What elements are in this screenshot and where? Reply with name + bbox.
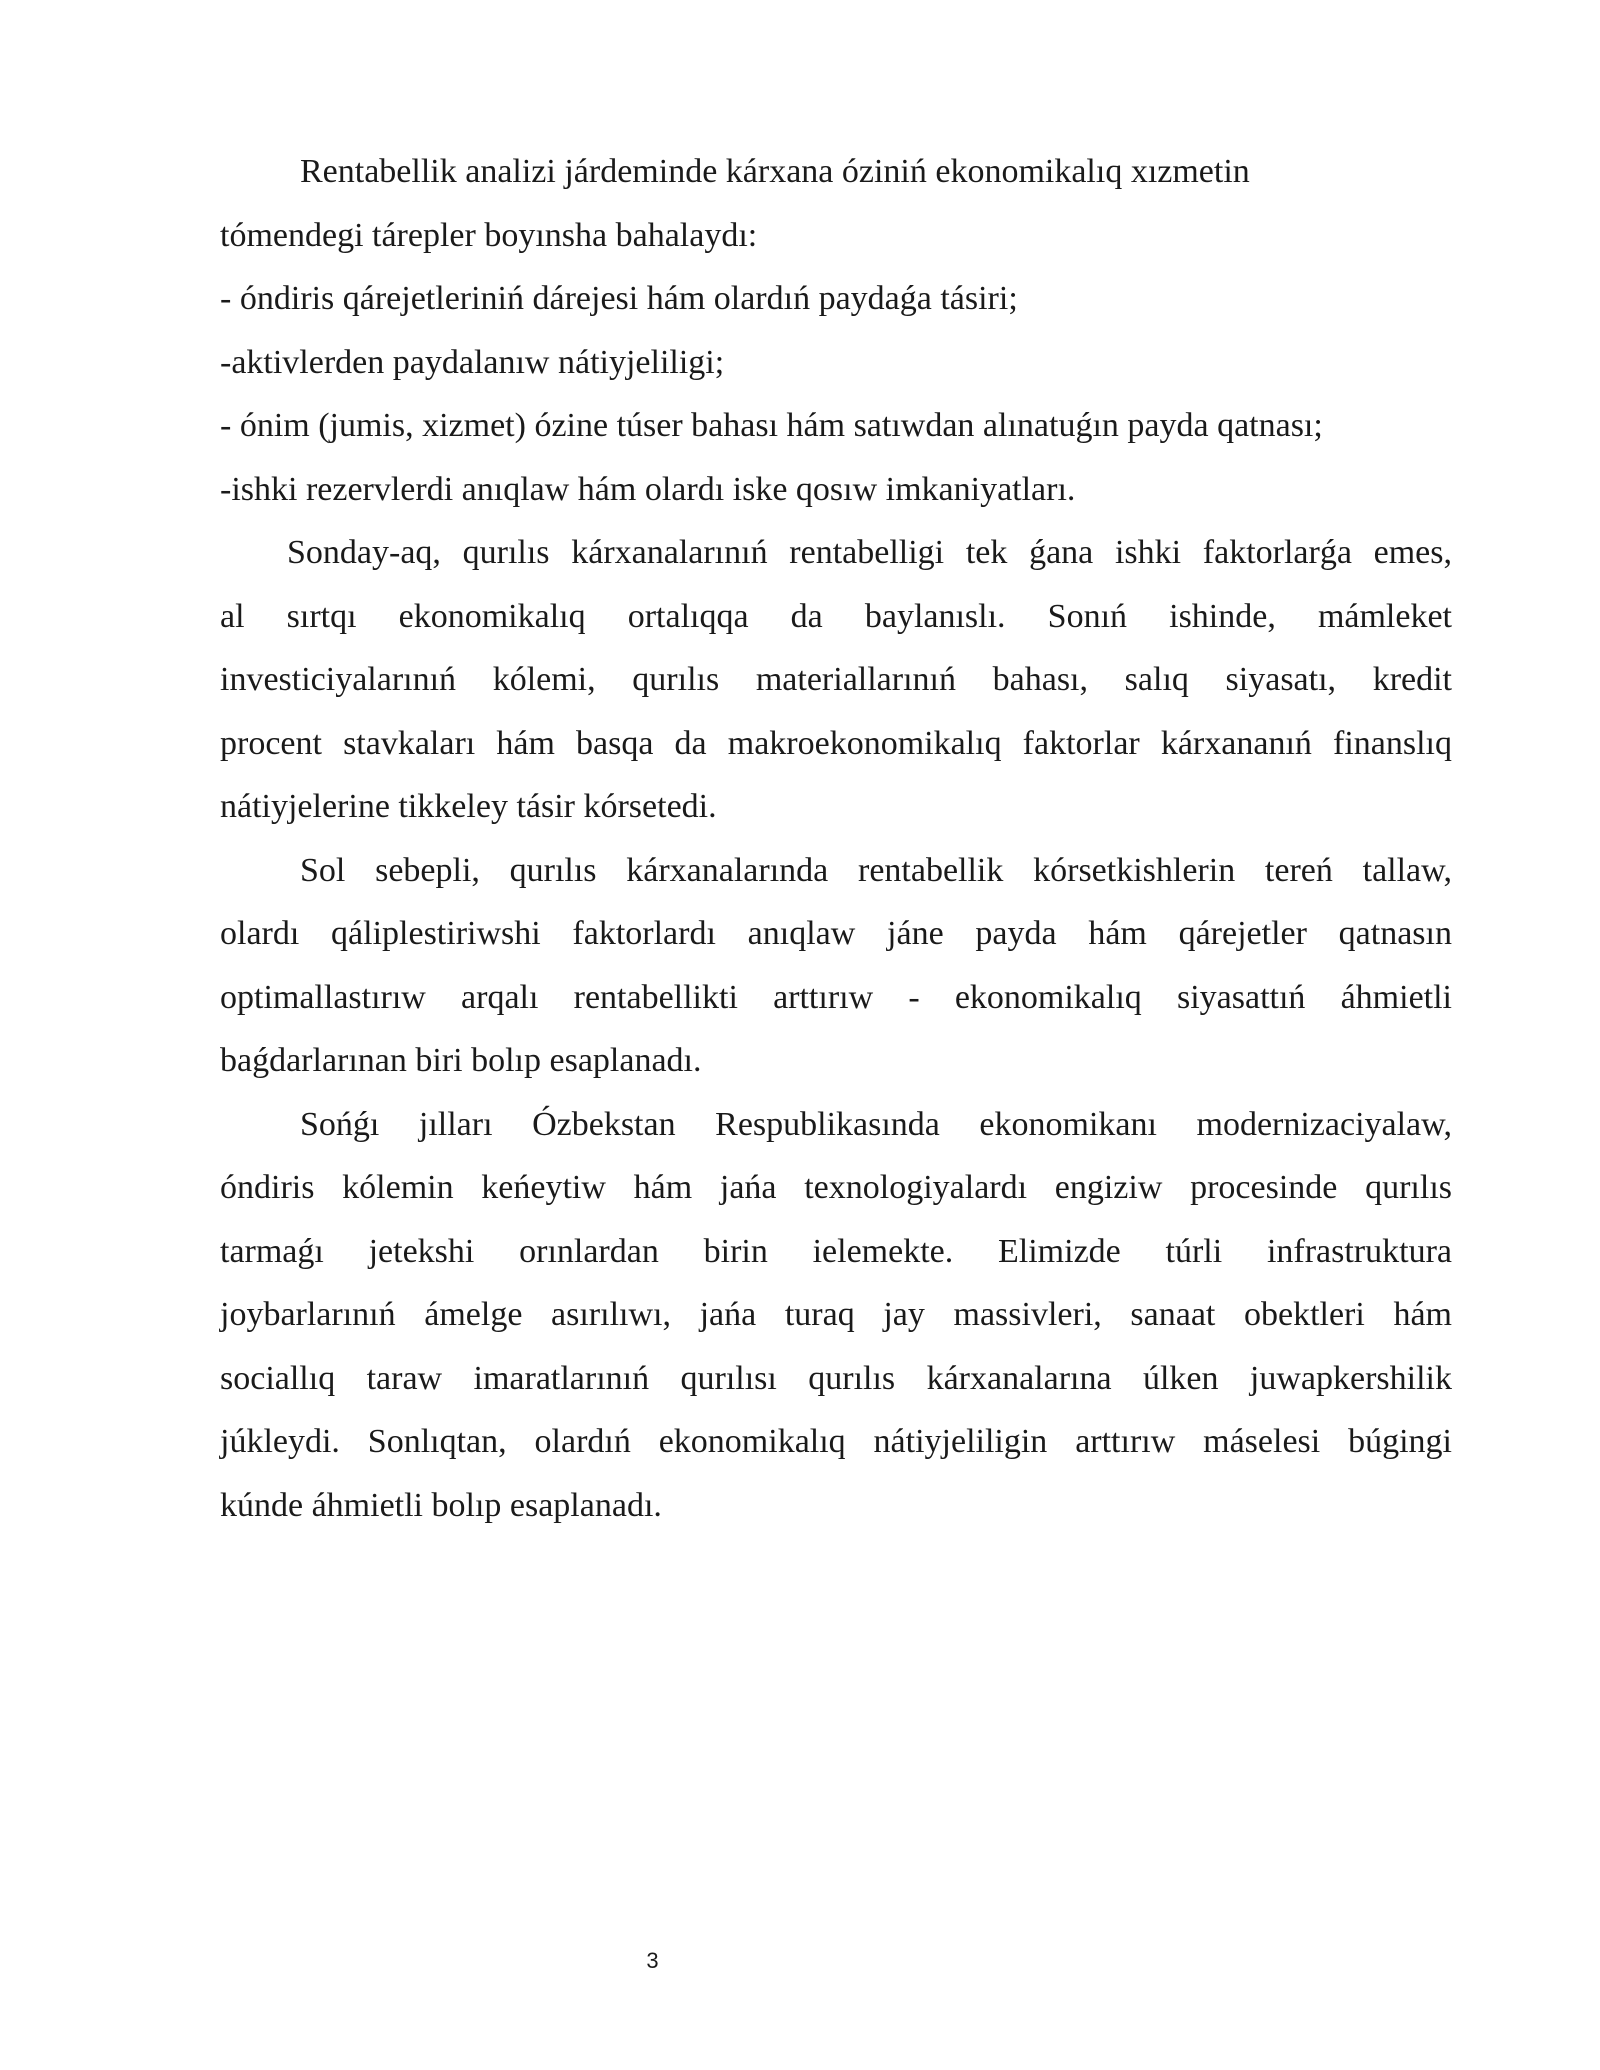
- paragraph-line: nátiyjelerine tikkeley tásir kórsetedi.: [220, 788, 717, 825]
- paragraph-intro: [220, 140, 1452, 267]
- bullet-list: [220, 267, 1452, 521]
- paragraph-line: joybarlarınıń ámelge asırılıwı, jańa turaq jay massivleri, sanaat obektleri hám: [220, 1296, 1452, 1333]
- paragraph-line: olardı qáliplestiriwshi faktorlardı anıqlaw jáne payda hám qárejetler qatnasın: [220, 915, 1452, 952]
- paragraph-line: investiciyalarınıń kólemi, qurılıs materiallarınıń bahası, salıq siyasatı, kredit: [220, 661, 1452, 698]
- list-item: -aktivlerden paydalanıw nátiyjeliligi;: [220, 343, 725, 381]
- paragraph-line: tarmaǵı jetekshi orınlardan birin ielemekte. Elimizde túrli infrastruktura: [220, 1232, 1452, 1270]
- paragraph-line: Sonday-aq, qurılıs kárxanalarınıń rentabelligi tek ǵana ishki faktorlarǵa emes,: [287, 534, 1452, 571]
- paragraph-line: sociallıq taraw imaratlarınıń qurılısı qurılıs kárxanalarına úlken juwapkershilik: [220, 1359, 1452, 1397]
- page-number: 3: [646, 1948, 659, 1973]
- paragraph-line: kúnde áhmietli bolıp esaplanadı.: [220, 1486, 662, 1524]
- document-body: [220, 140, 1452, 1537]
- paragraph-line: al sırtqı ekonomikalıq ortalıqqa da baylanıslı. Sonıń ishinde, mámleket: [220, 597, 1452, 635]
- paragraph-songi: [220, 1093, 1452, 1538]
- paragraph-line: optimallastırıw arqalı rentabellikti arttırıw - ekonomikalıq siyasattıń áhmietli: [220, 978, 1452, 1016]
- paragraph-line: baǵdarlarınan biri bolıp esaplanadı.: [220, 1042, 702, 1079]
- list-item: -ishki rezervlerdi anıqlaw hám olardı iske qosıw imkaniyatları.: [220, 470, 1076, 508]
- paragraph-line: júkleydi. Sonlıqtan, olardıń ekonomikalıq nátiyjeliligin arttırıw máselesi búgingi: [220, 1423, 1452, 1460]
- paragraph-sonday: [220, 521, 1452, 839]
- paragraph-line: tómendegi tárepler boyınsha bahalaydı:: [220, 216, 758, 254]
- paragraph-line: Sońǵı jılları Ózbekstan Respublikasında ekonomikanı modernizaciyalaw,: [300, 1105, 1452, 1143]
- paragraph-line: procent stavkaları hám basqa da makroekonomikalıq faktorlar kárxananıń finanslıq: [220, 724, 1452, 762]
- list-item: - óndiris qárejetleriniń dárejesi hám olardıń paydaǵa tásiri;: [220, 280, 1018, 317]
- paragraph-line: óndiris kólemin keńeytiw hám jańa texnologiyalardı engiziw procesinde qurılıs: [220, 1169, 1452, 1206]
- paragraph-sol: [220, 839, 1452, 1093]
- paragraph-line: Rentabellik analizi járdeminde kárxana óziniń ekonomikalıq xızmetin: [300, 153, 1250, 190]
- paragraph-line: Sol sebepli, qurılıs kárxanalarında rentabellik kórsetkishlerin tereń tallaw,: [300, 851, 1452, 889]
- list-item: - ónim (jumis, xizmet) ózine túser bahası hám satıwdan alınatuǵın payda qatnası;: [220, 407, 1323, 444]
